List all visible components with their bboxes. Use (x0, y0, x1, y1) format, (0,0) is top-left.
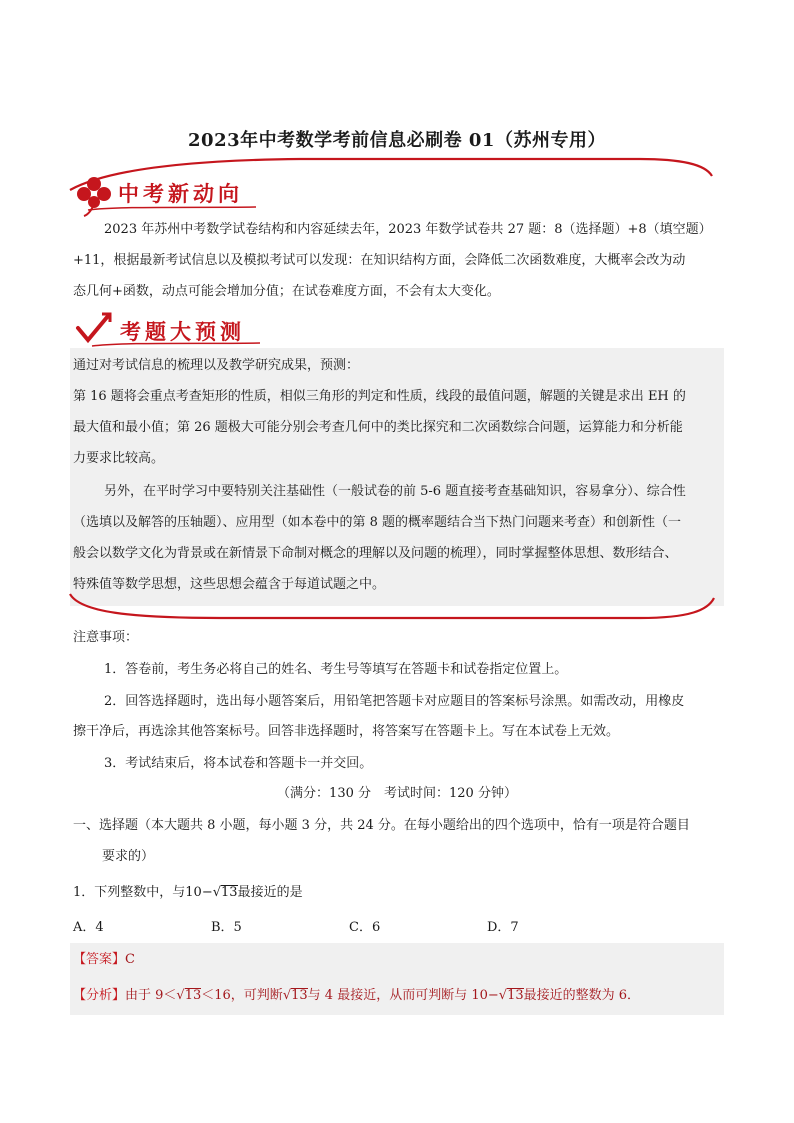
option-b: B．5 (211, 920, 242, 935)
sqrt-icon: √ (176, 988, 185, 1003)
analysis-text: 由于 9＜ (125, 988, 177, 1003)
stem-text: 1．下列整数中，与 (73, 885, 186, 900)
part-heading-line: 要求的） (102, 849, 155, 864)
notice-item: 2．回答选择题时，选出每小题答案后，用铅笔把答题卡对应题目的答案标号涂黑。如需改动，用橡皮 (104, 694, 685, 709)
notice-item: 擦干净后，再选涂其他答案标号。回答非选择题时，将答案写在答题卡上。写在本试卷上无效。 (73, 724, 620, 739)
sqrt-icon: √ (212, 885, 222, 900)
analysis-text: 最接近的整数为 6． (523, 988, 641, 1003)
option-d: D．7 (487, 920, 519, 935)
expr-number: 10 (185, 885, 202, 900)
analysis-text: ＜16，可判断 (201, 988, 283, 1003)
answer-line (73, 944, 135, 975)
analysis-line (73, 980, 640, 1011)
stem-text: 最接近的是 (237, 885, 303, 900)
notice-item: 1．答卷前，考生务必将自己的姓名、考生号等填写在答题卡和试卷指定位置上。 (104, 662, 568, 677)
prediction-line: 特殊值等数学思想，这些思想会蕴含于每道试题之中。 (73, 577, 386, 592)
question-stem (73, 877, 303, 908)
answer-label: 【答案】 (73, 952, 126, 967)
prediction-line: 力要求比较高。 (73, 451, 165, 466)
prediction-line: 另外，在平时学习中要特别关注基础性（一般试卷的前 5-6 题直接考查基础知识，容易拿分）、综合性 (104, 484, 686, 499)
prediction-line: （选填以及解答的压轴题）、应用型（如本卷中的第 8 题的概率题结合当下热门问题来考查）和创新性（一 (73, 515, 682, 530)
option-a: A．4 (73, 920, 104, 935)
prediction-intro: 通过对考试信息的梳理以及教学研究成果，预测： (73, 358, 360, 373)
answer-value: C (125, 952, 135, 967)
sqrt-icon: √ (282, 988, 292, 1003)
radicand: 13 (184, 988, 202, 1003)
trend-line-3: 态几何+函数，动点可能会增加分值；在试卷难度方面，不会有太大变化。 (73, 284, 500, 299)
section-heading-trends: 中考新动向 (118, 182, 243, 206)
radicand: 13 (507, 988, 524, 1003)
page-title: 2023年中考数学考前信息必刷卷 01（苏州专用） (188, 130, 606, 151)
section-heading-predictions: 考题大预测 (120, 320, 245, 344)
trend-line-2: +11，根据最新考试信息以及模拟考试可以发现：在知识结构方面，会降低二次函数难度，大概率会改为动 (73, 253, 686, 268)
prediction-line: 第 16 题将会重点考查矩形的性质，相似三角形的判定和性质，线段的最值问题，解题的关键是求出 EH 的 (73, 389, 686, 404)
analysis-text: 与 4 最接近，从而可判断与 10− (307, 988, 499, 1003)
notice-heading: 注意事项： (73, 630, 139, 645)
notice-item: 3．考试结束后，将本试卷和答题卡一并交回。 (104, 756, 373, 771)
exam-info: （满分：130 分 考试时间：120 分钟） (277, 786, 517, 801)
analysis-label: 【分析】 (73, 988, 126, 1003)
option-c: C．6 (349, 920, 381, 935)
radicand: 13 (291, 988, 308, 1003)
trend-line-1: 2023 年苏州中考数学试卷结构和内容延续去年，2023 年数学试卷共 27 题：8（选择题）+8（填空题） (104, 222, 712, 237)
minus-sign: − (201, 885, 213, 900)
radicand: 13 (221, 885, 238, 900)
prediction-line: 般会以数学文化为背景或在新情景下命制对概念的理解以及问题的梳理），同时掌握整体思想、数形结合、 (73, 546, 678, 561)
part-heading-line: 一、选择题（本大题共 8 小题，每小题 3 分，共 24 分。在每小题给出的四个选项中，恰有一项是符合题目 (73, 818, 690, 833)
sqrt-icon: √ (498, 988, 508, 1003)
prediction-line: 最大值和最小值；第 26 题极大可能分别会考查几何中的类比探究和二次函数综合问题，运算能力和分析能 (73, 420, 683, 435)
